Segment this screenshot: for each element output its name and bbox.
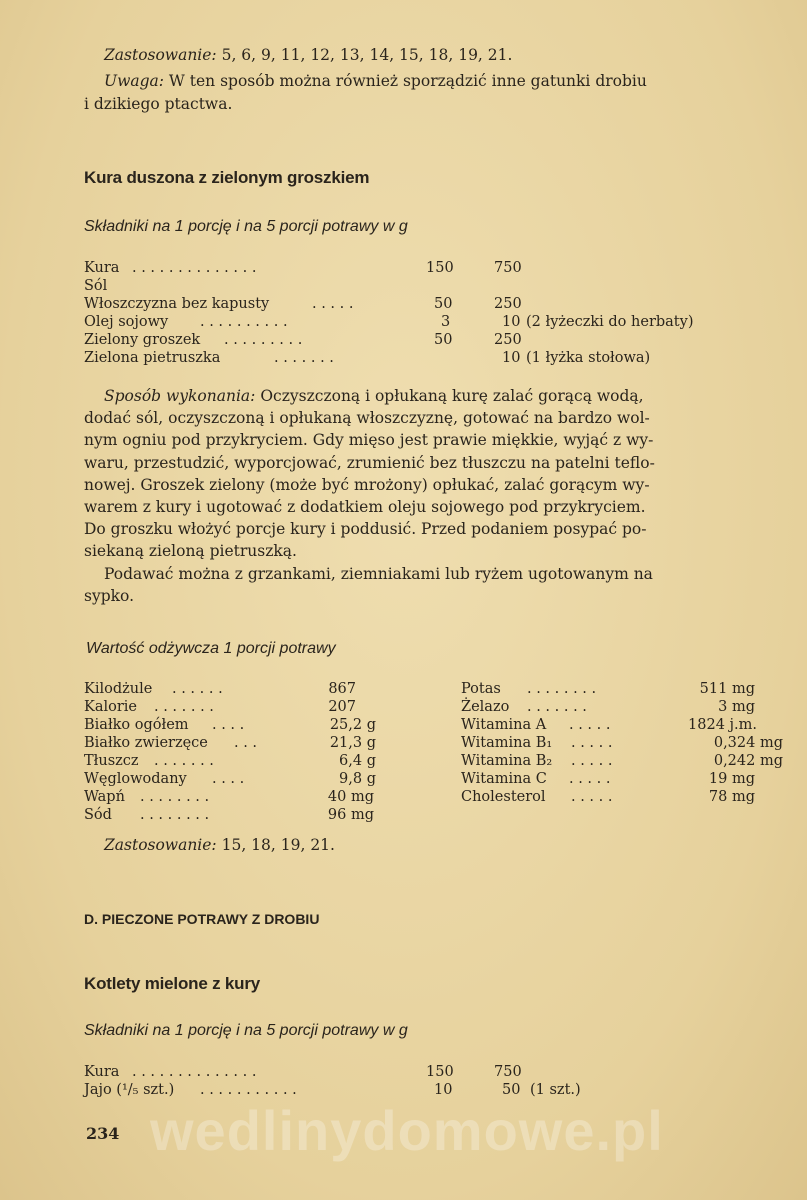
- watermark: wedlinydomowe.pl: [150, 1099, 664, 1162]
- ingredient-row: [84, 332, 764, 350]
- nutrient-name: Wapń: [84, 789, 125, 805]
- ingredient-name: Olej sojowy: [84, 314, 169, 330]
- ingredient-row: [84, 296, 764, 314]
- nutrition-row: [461, 735, 785, 753]
- uwaga-text-line2: i dzikiego ptactwa.: [84, 95, 233, 113]
- ingredient-row: [84, 350, 764, 368]
- ingredient-qty-1: 50: [434, 332, 453, 348]
- ingredient-name: Sól: [84, 278, 108, 294]
- ingredient-qty-5: 250: [494, 332, 522, 348]
- nutrient-value: 96 mg: [327, 807, 374, 823]
- nutrient-dots: . . . .: [212, 717, 245, 733]
- nutrient-value: 6,4 g: [339, 753, 376, 769]
- ingredient-qty-1: 3: [441, 314, 451, 330]
- nutrient-value: 78 mg: [708, 789, 755, 805]
- nutrient-name: Żelazo: [461, 699, 510, 715]
- recipe-title: Kura duszona z zielonym groszkiem: [84, 168, 370, 187]
- nutrition-row: [84, 699, 384, 717]
- ingredient-qty-5: 10: [502, 314, 521, 330]
- ingredient-qty-5: 750: [494, 260, 522, 276]
- nutrition-row: [461, 753, 785, 771]
- nutrient-value: 1824 j.m.: [688, 717, 757, 733]
- ingredient-qty-5: 50: [502, 1082, 521, 1098]
- nutrition-row: [84, 789, 384, 807]
- method-paragraph: [84, 385, 784, 607]
- method-line: nym ogniu pod przykryciem. Gdy mięso jest prawie miękkie, wyjąć z wy-: [84, 431, 654, 450]
- ingredient-note: (1 łyżka stołowa): [526, 350, 651, 366]
- method-label: Sposób wykonania:: [104, 387, 256, 405]
- nutrient-value: 19 mg: [708, 771, 755, 787]
- method-line: nowej. Groszek zielony (może być mrożony) opłukać, zalać gorącym wy-: [84, 475, 650, 494]
- nutrition-row: [461, 771, 785, 789]
- ingredient-name: Zielony groszek: [84, 332, 201, 348]
- ingredient-qty-1: 150: [426, 260, 454, 276]
- ingredient-dots: . . . . . . .: [274, 350, 334, 366]
- nutrient-dots: . . . . .: [569, 771, 611, 787]
- ingredient-dots: . . . . . . . . .: [224, 332, 303, 348]
- nutrient-dots: . . . . . . . .: [140, 789, 210, 805]
- nutrition-row: [84, 753, 384, 771]
- nutrient-dots: . . . . .: [569, 717, 611, 733]
- nutrient-value: 9,8 g: [339, 771, 376, 787]
- zastosowanie-label: Zastosowanie:: [104, 46, 217, 64]
- ingredient-qty-1: 10: [434, 1082, 453, 1098]
- ingredients-subtitle: Składniki na 1 porcję i na 5 porcji potrawy w g: [84, 1022, 408, 1039]
- ingredient-qty-5: 750: [494, 1064, 522, 1080]
- ingredient-row: [84, 1064, 764, 1082]
- ingredient-dots: . . . . . . . . . . . . . .: [132, 1064, 257, 1080]
- zastosowanie-label: Zastosowanie:: [104, 836, 217, 854]
- nutrient-name: Sód: [84, 807, 112, 823]
- ingredient-dots: . . . . .: [312, 296, 354, 312]
- serve-line: sypko.: [84, 586, 135, 605]
- ingredient-row: [84, 278, 764, 296]
- nutrient-name: Potas: [461, 681, 501, 697]
- nutrient-dots: . . . . .: [571, 735, 613, 751]
- ingredient-row: [84, 314, 764, 332]
- nutrient-name: Kalorie: [84, 699, 137, 715]
- nutrition-row: [84, 681, 384, 699]
- ingredient-qty-5: 250: [494, 296, 522, 312]
- nutrient-dots: . . . . . .: [172, 681, 223, 697]
- nutrient-value: 511 mg: [699, 681, 755, 697]
- nutrition-row: [84, 717, 384, 735]
- method-line: waru, przestudzić, wyporcjować, zrumienić bez tłuszczu na patelni teflo-: [84, 453, 655, 472]
- method-line: Do groszku włożyć porcje kury i poddusić. Przed podaniem posypać po-: [84, 520, 647, 539]
- nutrient-name: Tłuszcz: [84, 753, 139, 769]
- nutrient-dots: . . . . . . . .: [140, 807, 210, 823]
- nutrient-name: Białko ogółem: [84, 717, 189, 733]
- ingredient-note: (1 szt.): [530, 1082, 581, 1098]
- nutrition-title: Wartość odżywcza 1 porcji potrawy: [86, 640, 336, 657]
- nutrient-value: 3 mg: [718, 699, 755, 715]
- recipe-title: Kotlety mielone z kury: [84, 974, 261, 993]
- nutrient-dots: . . . . .: [571, 789, 613, 805]
- method-line: warem z kury i ugotować z dodatkiem oleju sojowego pod przykryciem.: [84, 498, 646, 517]
- nutrient-value: 21,3 g: [329, 735, 376, 751]
- nutrient-name: Węglowodany: [84, 771, 187, 787]
- ingredients-subtitle: Składniki na 1 porcję i na 5 porcji potrawy w g: [84, 218, 408, 235]
- method-line: Oczyszczoną i opłukaną kurę zalać gorącą wodą,: [260, 387, 644, 405]
- nutrition-row: [84, 735, 384, 753]
- zastosowanie-value: 15, 18, 19, 21.: [221, 836, 335, 854]
- intro-zastosowanie: [104, 44, 512, 66]
- nutrient-dots: . . .: [234, 735, 258, 751]
- nutrient-name: Białko zwierzęce: [84, 735, 208, 751]
- nutrient-dots: . . . . . . .: [154, 753, 214, 769]
- nutrition-row: [84, 771, 384, 789]
- nutrient-name: Witamina A: [461, 717, 547, 733]
- ingredient-name: Włoszczyzna bez kapusty: [84, 296, 270, 312]
- nutrient-dots: . . . . . . .: [154, 699, 214, 715]
- ingredient-note: (2 łyżeczki do herbaty): [526, 314, 694, 330]
- serve-line: Podawać można z grzankami, ziemniakami lub ryżem ugotowanym na: [104, 564, 653, 583]
- recipe-zastosowanie: [104, 834, 335, 856]
- nutrient-value: 25,2 g: [329, 717, 376, 733]
- nutrient-name: Kilodżule: [84, 681, 153, 697]
- nutrient-dots: . . . . . . . .: [527, 681, 597, 697]
- ingredient-name: Kura: [84, 260, 120, 276]
- nutrient-name: Witamina B₁: [461, 735, 553, 751]
- zastosowanie-value: 5, 6, 9, 11, 12, 13, 14, 15, 18, 19, 21.: [221, 46, 513, 64]
- ingredient-dots: . . . . . . . . . .: [200, 314, 288, 330]
- nutrient-name: Witamina B₂: [461, 753, 553, 769]
- nutrition-row: [461, 789, 785, 807]
- ingredient-dots: . . . . . . . . . . .: [200, 1082, 297, 1098]
- ingredient-name: Zielona pietruszka: [84, 350, 221, 366]
- method-line: siekaną zieloną pietruszką.: [84, 542, 297, 561]
- nutrient-name: Witamina C: [461, 771, 547, 787]
- nutrition-row: [461, 699, 785, 717]
- ingredient-qty-5: 10: [502, 350, 521, 366]
- nutrition-row: [461, 717, 785, 735]
- nutrient-dots: . . . . .: [571, 753, 613, 769]
- uwaga-label: Uwaga:: [104, 72, 164, 90]
- nutrient-value: 207: [328, 699, 356, 715]
- uwaga-text-line1: W ten sposób można również sporządzić inne gatunki drobiu: [168, 72, 647, 90]
- nutrient-value: 867: [328, 681, 356, 697]
- ingredient-qty-1: 50: [434, 296, 453, 312]
- nutrient-dots: . . . .: [212, 771, 245, 787]
- ingredient-dots: . . . . . . . . . . . . . .: [132, 260, 257, 276]
- nutrient-value: 0,324 mg: [713, 735, 783, 751]
- ingredient-name: Jajo (¹/₅ szt.): [84, 1082, 175, 1098]
- page-number: 234: [86, 1124, 120, 1143]
- nutrient-value: 0,242 mg: [713, 753, 783, 769]
- nutrient-value: 40 mg: [327, 789, 374, 805]
- method-line: dodać sól, oczyszczoną i opłukaną włoszczyznę, gotować na bardzo wol-: [84, 409, 650, 428]
- intro-uwaga: [104, 70, 647, 92]
- nutrition-row: [84, 807, 384, 825]
- nutrient-name: Cholesterol: [461, 789, 546, 805]
- nutrition-row: [461, 681, 785, 699]
- section-heading: D. PIECZONE POTRAWY Z DROBIU: [84, 911, 320, 927]
- ingredient-name: Kura: [84, 1064, 120, 1080]
- ingredient-qty-1: 150: [426, 1064, 454, 1080]
- nutrient-dots: . . . . . . .: [527, 699, 587, 715]
- ingredient-row: [84, 260, 764, 278]
